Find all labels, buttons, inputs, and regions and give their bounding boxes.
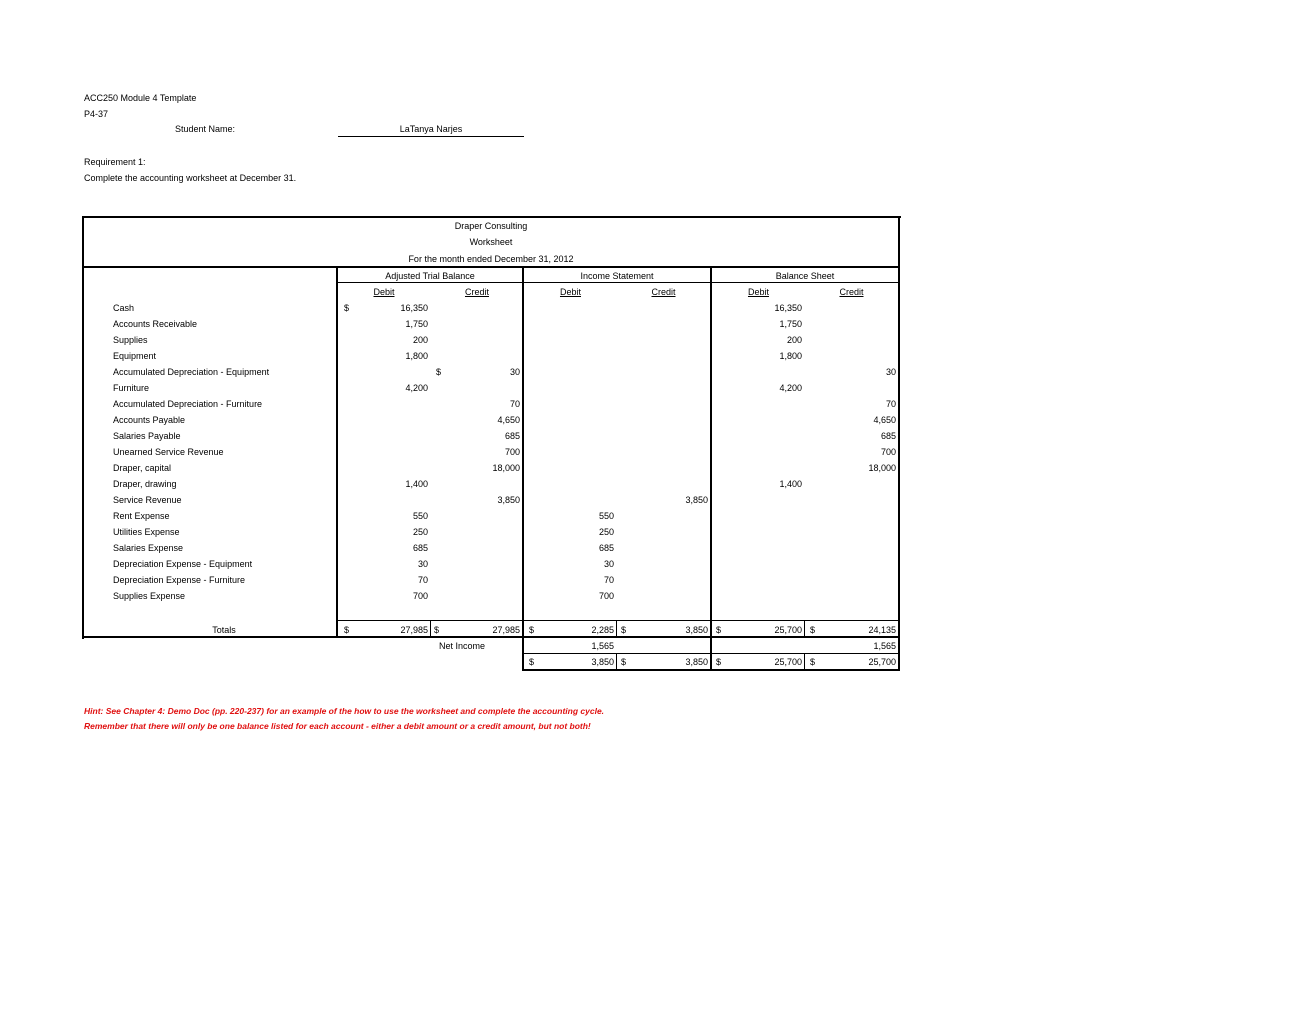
company-name: Draper Consulting (454, 221, 528, 231)
worksheet-title: Worksheet (469, 237, 513, 247)
problem-number: P4-37 (84, 109, 109, 119)
totals-atb-debit: 27,985 (400, 625, 428, 635)
net-income-is-debit: 1,565 (591, 641, 614, 651)
amount-cell-bs-cr: 700 (880, 447, 896, 457)
student-name-value: LaTanya Narjes (399, 124, 463, 134)
amount-cell-atb-dr: 30 (417, 559, 428, 569)
dollar-sign: $ (621, 657, 627, 667)
account-name: Draper, drawing (113, 479, 177, 489)
amount-cell-bs-dr: 1,400 (779, 479, 802, 489)
worksheet-period: For the month ended December 31, 2012 (408, 254, 574, 264)
amount-cell-atb-dr: 1,800 (405, 351, 428, 361)
account-name: Equipment (113, 351, 157, 361)
account-name: Accounts Receivable (113, 319, 198, 329)
account-name: Supplies (113, 335, 148, 345)
dollar-sign: $ (529, 625, 535, 635)
dollar-sign: $ (621, 625, 627, 635)
amount-cell-bs-dr: 1,750 (779, 319, 802, 329)
is-debit-header: Debit (559, 287, 581, 297)
account-name: Cash (113, 303, 135, 313)
amount-cell-bs-dr: 1,800 (779, 351, 802, 361)
final-bottom-border (523, 669, 900, 671)
amount-cell-atb-dr: 550 (412, 511, 428, 521)
atb-is-divider (522, 266, 524, 671)
amount-cell-atb-dr: 200 (412, 335, 428, 345)
amount-cell-atb-cr: 70 (509, 399, 520, 409)
final-bs-debit: 25,700 (774, 657, 802, 667)
amount-cell-is-dr: 250 (598, 527, 614, 537)
title-divider (83, 266, 900, 268)
bs-credit-header: Credit (839, 287, 864, 297)
atb-credit-header: Credit (464, 287, 489, 297)
account-name: Furniture (113, 383, 150, 393)
account-name: Rent Expense (113, 511, 170, 521)
amount-cell-atb-cr: 3,850 (497, 495, 520, 505)
requirement-label: Requirement 1: (84, 157, 146, 167)
amount-cell-atb-cr: 30 (509, 367, 520, 377)
account-name: Salaries Payable (113, 431, 181, 441)
amount-cell-is-dr: 30 (603, 559, 614, 569)
totals-is-credit: 3,850 (685, 625, 708, 635)
amount-cell-atb-dr: 1,400 (405, 479, 428, 489)
totals-bs-debit: 25,700 (774, 625, 802, 635)
account-name: Accumulated Depreciation - Furniture (113, 399, 263, 409)
worksheet-top-border (83, 216, 901, 218)
amount-cell-atb-dr: 4,200 (405, 383, 428, 393)
amount-cell-bs-cr: 4,650 (873, 415, 896, 425)
amount-cell-is-dr: 70 (603, 575, 614, 585)
hint-line-1: Hint: See Chapter 4: Demo Doc (pp. 220-237) for an example of the how to use the worksheet and complete the accounting cycle. (84, 706, 605, 716)
amount-cell-atb-dr: 16,350 (400, 303, 428, 313)
amount-cell-bs-cr: 18,000 (868, 463, 896, 473)
dollar-sign: $ (810, 657, 816, 667)
student-name-label: Student Name: (175, 124, 236, 134)
net-income-label: Net Income (438, 641, 486, 651)
final-is-credit: 3,850 (685, 657, 708, 667)
dollar-sign: $ (716, 625, 722, 635)
account-name: Service Revenue (113, 495, 182, 505)
dollar-sign: $ (344, 625, 350, 635)
hint-line-2: Remember that there will only be one balance listed for each account - either a debit amount or a credit amount, but not both! (84, 721, 591, 731)
account-name: Unearned Service Revenue (113, 447, 224, 457)
amount-cell-atb-dr: 1,750 (405, 319, 428, 329)
dollar-sign: $ (434, 625, 440, 635)
final-is-debit: 3,850 (591, 657, 614, 667)
amount-cell-atb-cr: 685 (504, 431, 520, 441)
totals-is-debit: 2,285 (591, 625, 614, 635)
account-name: Depreciation Expense - Equipment (113, 559, 253, 569)
amount-cell-is-dr: 700 (598, 591, 614, 601)
section-header-divider (337, 282, 899, 283)
student-name-underline (338, 136, 524, 137)
dollar-sign: $ (344, 303, 350, 313)
final-bs-credit: 25,700 (868, 657, 896, 667)
account-name: Draper, capital (113, 463, 172, 473)
totals-top-border (337, 620, 899, 621)
dollar-sign: $ (716, 657, 722, 667)
net-income-bottom-border (523, 653, 899, 654)
requirement-text: Complete the accounting worksheet at December 31. (84, 173, 297, 183)
bs-debit-header: Debit (747, 287, 769, 297)
totals-bottom-border (83, 636, 900, 638)
section-adjusted-trial-balance: Adjusted Trial Balance (385, 271, 475, 281)
assignment-title: ACC250 Module 4 Template (84, 93, 197, 103)
is-credit-header: Credit (651, 287, 676, 297)
account-name: Supplies Expense (113, 591, 186, 601)
dollar-sign: $ (529, 657, 535, 667)
amount-cell-atb-cr: 18,000 (492, 463, 520, 473)
section-balance-sheet: Balance Sheet (775, 271, 835, 281)
amount-cell-atb-dr: 685 (412, 543, 428, 553)
account-name: Salaries Expense (113, 543, 184, 553)
section-income-statement: Income Statement (580, 271, 654, 281)
amount-cell-bs-dr: 200 (786, 335, 802, 345)
worksheet-right-border (898, 216, 900, 671)
amount-cell-bs-cr: 70 (885, 399, 896, 409)
amount-cell-atb-cr: 4,650 (497, 415, 520, 425)
account-name: Accumulated Depreciation - Equipment (113, 367, 270, 377)
worksheet-left-border (82, 216, 84, 639)
account-name: Depreciation Expense - Furniture (113, 575, 246, 585)
amount-cell-is-dr: 685 (598, 543, 614, 553)
account-name: Utilities Expense (113, 527, 180, 537)
atb-debit-header: Debit (373, 287, 395, 297)
dollar-sign: $ (810, 625, 816, 635)
amount-cell-bs-dr: 4,200 (779, 383, 802, 393)
amount-cell-bs-cr: 685 (880, 431, 896, 441)
amount-cell-atb-dr: 250 (412, 527, 428, 537)
dollar-sign: $ (436, 367, 442, 377)
totals-atb-credit: 27,985 (492, 625, 520, 635)
account-name: Accounts Payable (113, 415, 186, 425)
totals-label: Totals (212, 625, 236, 635)
amount-cell-atb-cr: 700 (504, 447, 520, 457)
totals-bs-credit: 24,135 (868, 625, 896, 635)
amount-cell-atb-dr: 70 (417, 575, 428, 585)
net-income-bs-credit: 1,565 (873, 641, 896, 651)
amount-cell-is-dr: 550 (598, 511, 614, 521)
amount-cell-bs-dr: 16,350 (774, 303, 802, 313)
amount-cell-bs-cr: 30 (885, 367, 896, 377)
amount-cell-is-cr: 3,850 (685, 495, 708, 505)
amount-cell-atb-dr: 700 (412, 591, 428, 601)
